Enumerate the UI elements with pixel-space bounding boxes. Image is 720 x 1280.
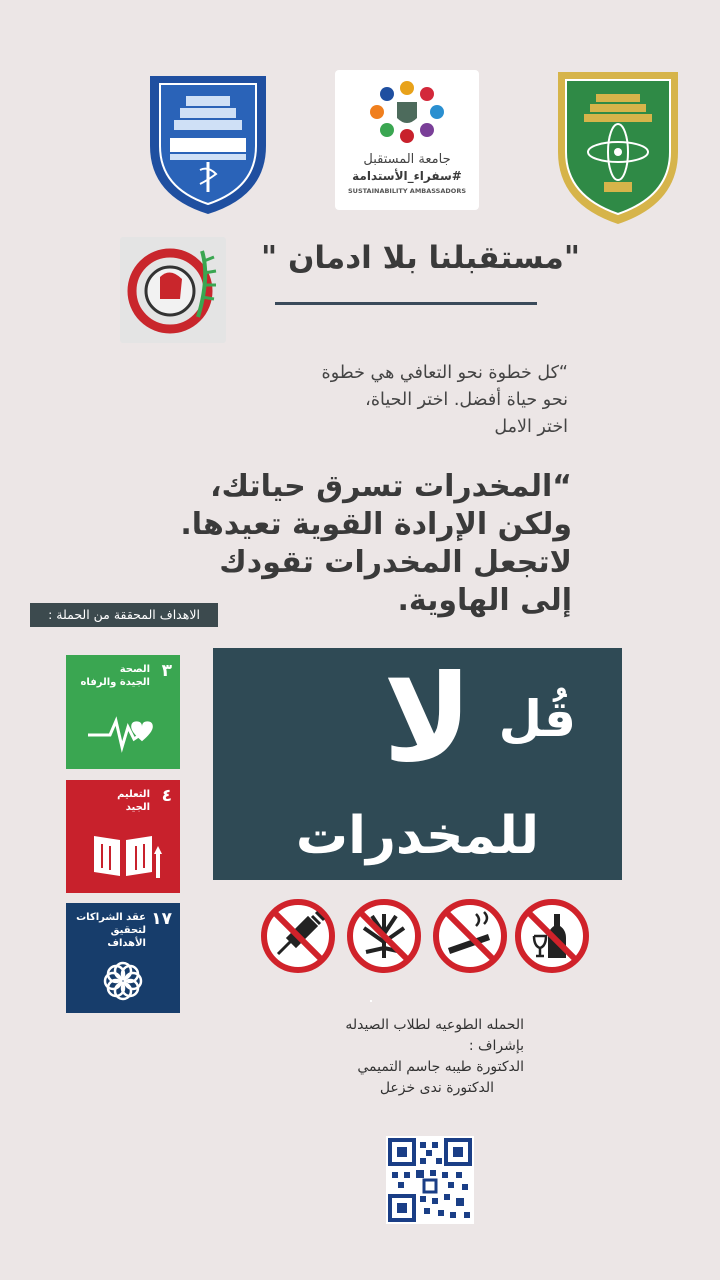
sdg-label bbox=[81, 663, 150, 689]
say-no-to-drugs-panel bbox=[213, 648, 622, 880]
qr-code-icon bbox=[386, 1136, 474, 1224]
no-cannabis-sign bbox=[346, 898, 422, 974]
title-divider bbox=[275, 302, 537, 305]
no-syringe-sign bbox=[260, 898, 336, 974]
sdg-label-line: عقد الشراكات bbox=[76, 912, 146, 923]
flower-icon bbox=[66, 955, 180, 1005]
campaign-hashtag: #سفراء_الأستدامة bbox=[352, 169, 462, 183]
sdg-label-line: الصحة bbox=[119, 664, 150, 675]
sdg-17-tile bbox=[66, 903, 180, 1013]
student-union-logo-icon bbox=[120, 237, 226, 343]
no-syringe-icon bbox=[260, 898, 336, 974]
university-name: جامعة المستقبل bbox=[363, 152, 451, 167]
sdg-label bbox=[76, 911, 146, 950]
university-logo bbox=[552, 66, 684, 226]
campaign-credits bbox=[300, 1015, 524, 1099]
no-alcohol-icon bbox=[514, 898, 590, 974]
sdg-label bbox=[117, 788, 150, 814]
no-smoking-icon bbox=[432, 898, 508, 974]
no-smoking-sign bbox=[432, 898, 508, 974]
qr-code[interactable] bbox=[386, 1136, 474, 1224]
student-union-logo bbox=[120, 237, 226, 343]
sdg-number: ٣ bbox=[161, 661, 172, 681]
campaign-subtitle: SUSTAINABILITY AMBASSADORS bbox=[347, 187, 467, 195]
page-title: "مستقبلنا بلا ادمان " bbox=[261, 240, 580, 276]
credits-line: بإشراف : bbox=[468, 1038, 524, 1054]
decorative-dot bbox=[370, 1000, 372, 1002]
drugs-quote-line: إلى الهاوية. bbox=[397, 583, 572, 618]
drugs-quote-line: لاتجعل المخدرات تقودك bbox=[219, 545, 572, 580]
sdg-label-line: الأهداف bbox=[107, 938, 146, 949]
say-no-word-say: قُل bbox=[498, 690, 576, 748]
say-no-word-no: لا bbox=[383, 650, 473, 789]
sdg-label-line: الجيد bbox=[125, 802, 150, 813]
recovery-quote bbox=[268, 360, 568, 441]
sdg-label-line: التعليم bbox=[117, 789, 150, 800]
book-icon bbox=[66, 824, 180, 884]
campaign-goals-label: الاهداف المحققة من الحملة : bbox=[30, 603, 218, 627]
recovery-quote-line: نحو حياة أفضل. اختر الحياة، bbox=[365, 390, 568, 410]
recovery-quote-line: اختر الامل bbox=[494, 417, 568, 437]
say-no-word-drugs: للمخدرات bbox=[295, 806, 540, 866]
sustainability-ambassadors-logo bbox=[335, 70, 479, 210]
heartbeat-icon bbox=[66, 707, 180, 757]
sustainability-ambassadors-logo-icon bbox=[335, 72, 479, 152]
drugs-quote-line: ولكن الإرادة القوية تعيدها. bbox=[180, 507, 572, 542]
drugs-quote bbox=[132, 468, 572, 620]
sdg-label-line: لتحقيق bbox=[110, 925, 146, 936]
sdg-label-line: الجيدة والرفاه bbox=[80, 677, 150, 688]
pharmacy-college-logo bbox=[140, 66, 276, 216]
no-cannabis-icon bbox=[346, 898, 422, 974]
credits-line: الدكتورة طيبه جاسم التميمي bbox=[357, 1059, 524, 1075]
sdg-3-tile bbox=[66, 655, 180, 769]
credits-line: الدكتورة ندى خزعل bbox=[379, 1080, 494, 1096]
pharmacy-college-crest-icon bbox=[140, 66, 276, 216]
credits-line: الحمله الطوعيه لطلاب الصيدله bbox=[345, 1017, 524, 1033]
no-alcohol-sign bbox=[514, 898, 590, 974]
recovery-quote-line: “كل خطوة نحو التعافي هي خطوة bbox=[321, 363, 568, 383]
drugs-quote-line: “المخدرات تسرق حياتك، bbox=[210, 469, 572, 504]
sdg-4-tile bbox=[66, 780, 180, 893]
sdg-number: ٤ bbox=[161, 786, 172, 806]
sdg-number: ١٧ bbox=[151, 909, 172, 929]
al-mustaqbal-university-crest-icon bbox=[552, 66, 684, 226]
